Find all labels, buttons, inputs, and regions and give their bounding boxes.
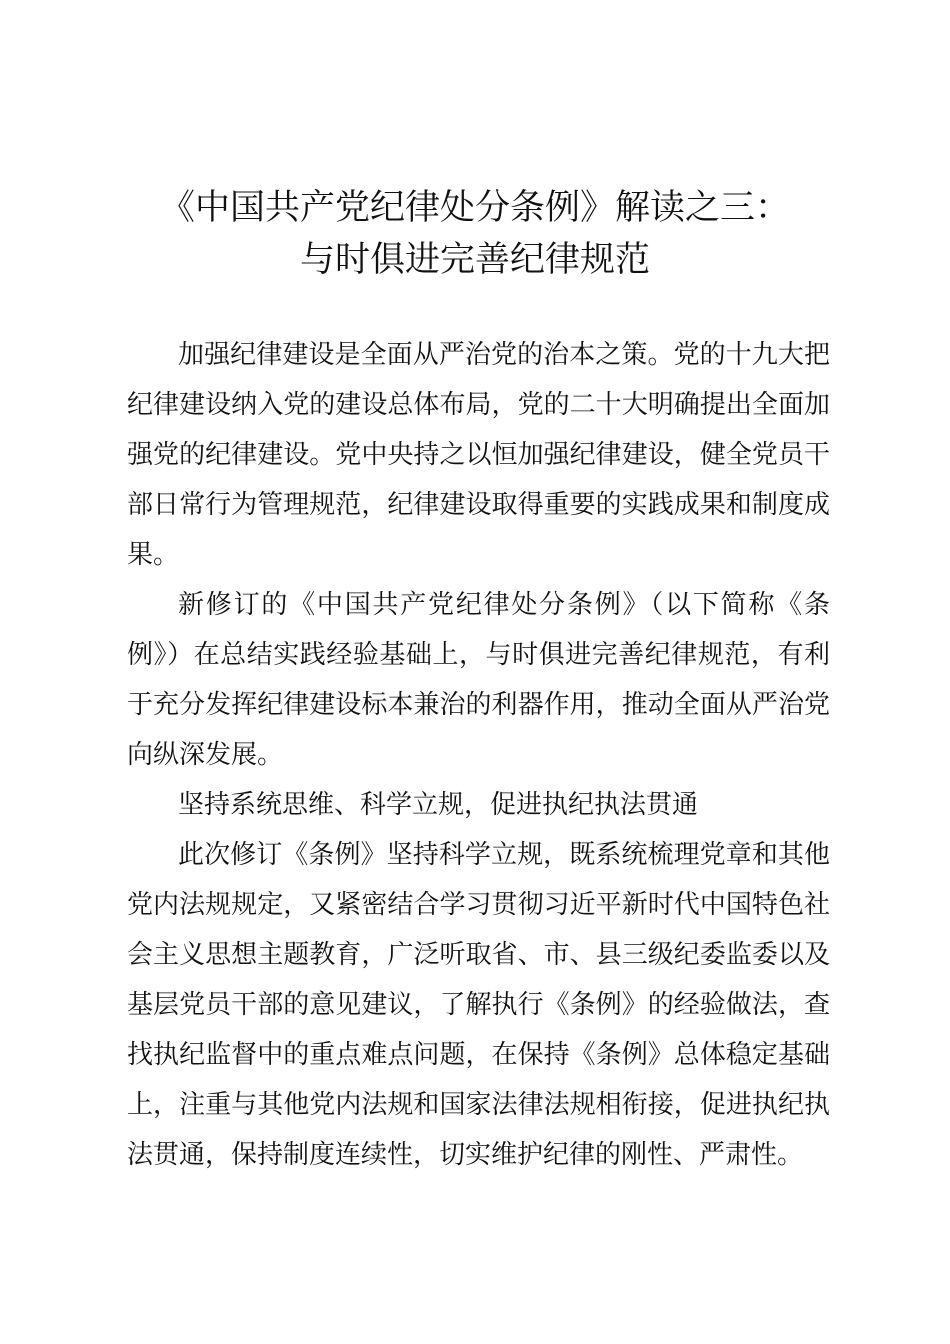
body-line: 部日常行为管理规范，纪律建设取得重要的实践成果和制度成 (127, 490, 830, 520)
body-line: 法贯通，保持制度连续性，切实维护纪律的刚性、严肃性。 (127, 1140, 804, 1170)
body-line: 基层党员干部的意见建议，了解执行《条例》的经验做法，查 (127, 990, 830, 1020)
body-line: 强党的纪律建设。党中央持之以恒加强纪律建设，健全党员干 (127, 440, 830, 470)
body-line: 果。 (127, 540, 180, 570)
document-title-line-1: 《中国共产党纪律处分条例》解读之三： (159, 188, 790, 228)
body-line: 上，注重与其他党内法规和国家法律法规相衔接，促进执纪执 (127, 1090, 830, 1120)
section-heading: 坚持系统思维、科学立规，促进执纪执法贯通 (178, 790, 699, 820)
body-line: 于充分发挥纪律建设标本兼治的利器作用，推动全面从严治党 (127, 690, 830, 720)
body-line: 会主义思想主题教育，广泛听取省、市、县三级纪委监委以及 (127, 940, 830, 970)
body-line: 纪律建设纳入党的建设总体布局，党的二十大明确提出全面加 (127, 390, 830, 420)
body-line: 向纵深发展。 (127, 740, 284, 770)
body-line: 党内法规规定，又紧密结合学习贯彻习近平新时代中国特色社 (127, 890, 830, 920)
body-line: 找执纪监督中的重点难点问题，在保持《条例》总体稳定基础 (127, 1040, 830, 1070)
body-line: 此次修订《条例》坚持科学立规，既系统梳理党章和其他 (178, 840, 830, 870)
body-line: 新修订的《中国共产党纪律处分条例》（以下简称《条 (178, 590, 830, 620)
body-line: 加强纪律建设是全面从严治党的治本之策。党的十九大把 (178, 340, 830, 370)
body-line: 例》）在总结实践经验基础上，与时俱进完善纪律规范，有利 (127, 640, 830, 670)
document-title-line-2: 与时俱进完善纪律规范 (299, 240, 650, 280)
